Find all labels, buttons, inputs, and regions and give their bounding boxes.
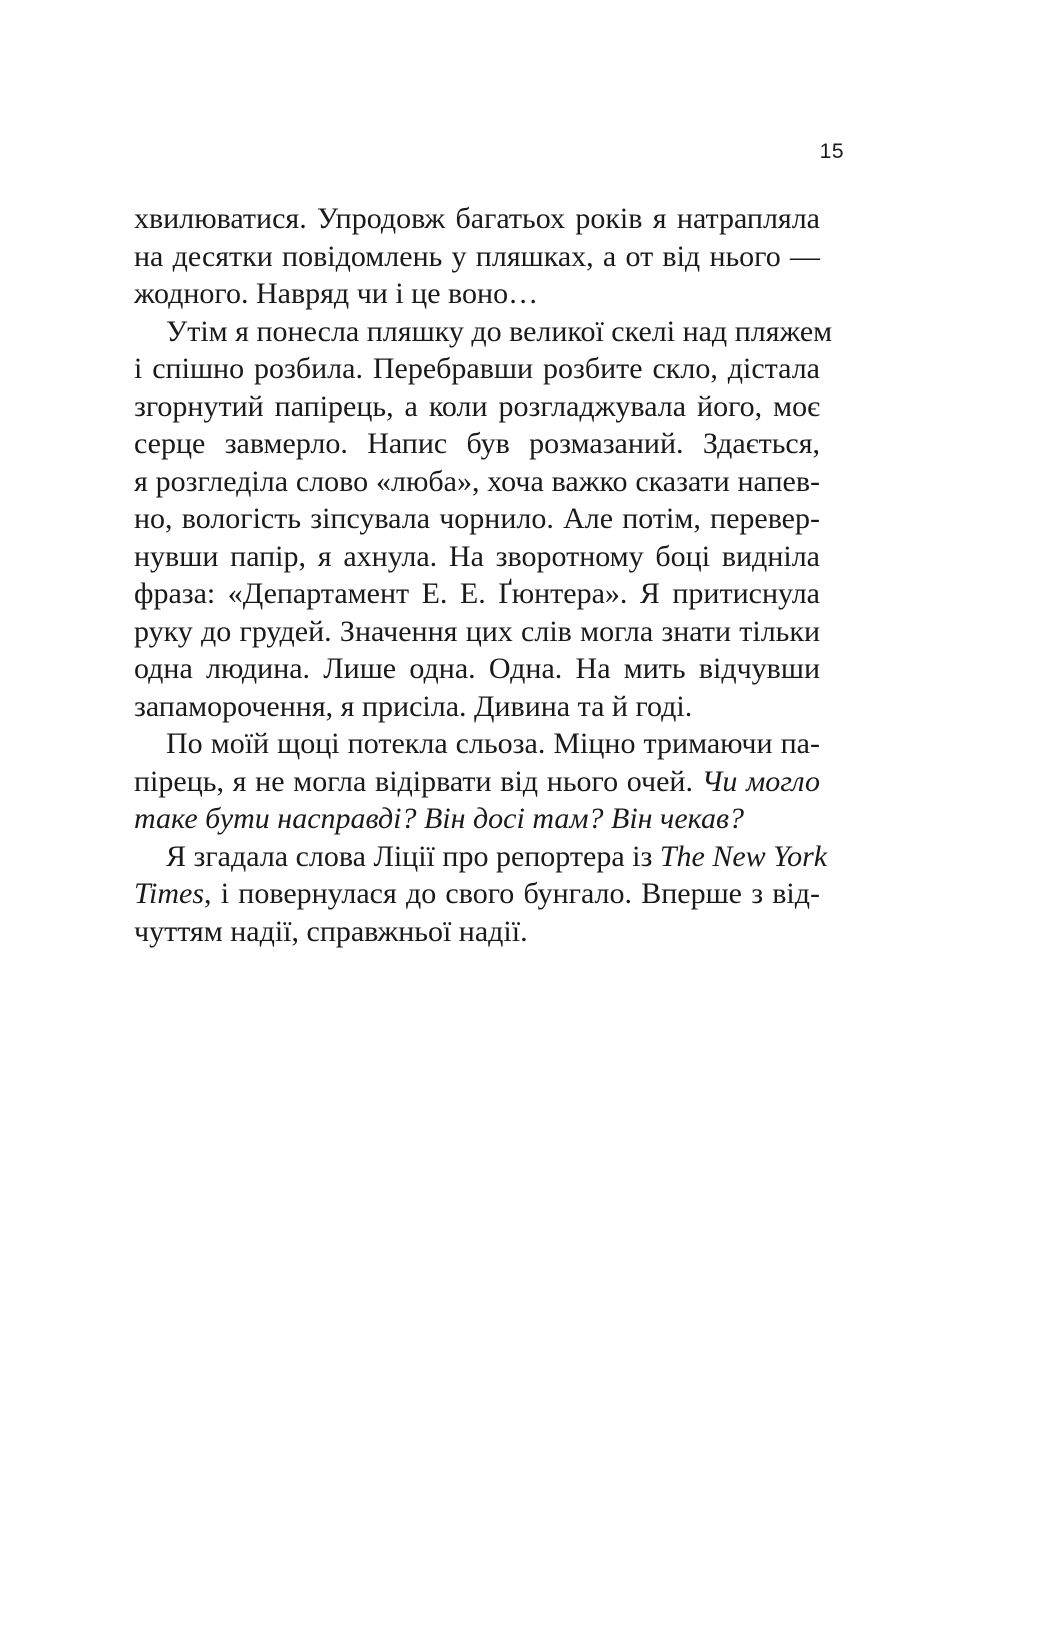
text-run: Утім я понесла пляшку до великої скелі над пляжем — [166, 314, 833, 348]
text-line — [134, 500, 820, 538]
text-run: жодного. Навряд чи і це воно… — [134, 277, 539, 310]
text-line — [134, 838, 828, 876]
paragraph — [134, 838, 828, 951]
text-run: По моїй щоці потекла сльоза. Міцно тримаючи па- — [166, 727, 820, 760]
text-run: на десятки повідомлень у пляшках, а от від нього — — [134, 239, 820, 273]
text-run: чуттям надії, справжньої надії. — [134, 914, 528, 948]
text-run: руку до грудей. Значення цих слів могла знати тільки — [134, 614, 820, 648]
text-line — [134, 725, 820, 763]
text-line — [134, 875, 820, 913]
text-line — [134, 688, 820, 726]
paragraph — [134, 313, 833, 726]
text-run: пірець, я не могла відірвати від нього очей. — [134, 764, 702, 798]
paragraph — [134, 200, 820, 313]
text-line — [134, 200, 820, 238]
page-number: 15 — [819, 140, 844, 163]
text-line — [134, 238, 820, 276]
text-run: фраза: «Департамент Е. Е. Ґюнтера». Я притиснула — [134, 577, 820, 610]
text-line — [134, 575, 820, 613]
text-line — [134, 913, 820, 951]
text-line — [134, 650, 820, 688]
text-line — [134, 463, 820, 501]
text-run: згорнутий папірець, а коли розгладжувала його, моє — [134, 389, 820, 423]
text-run: і спішно розбила. Перебравши розбите скло, дістала — [134, 352, 820, 385]
text-line — [134, 425, 820, 463]
text-run: , і повернулася до свого бунгало. Вперше з від- — [204, 877, 820, 910]
text-run: нувши папір, я ахнула. На зворотному боці видніла — [134, 539, 820, 573]
text-run: Я згадала слова Ліції про репортера із — [166, 839, 660, 873]
text-run: но, вологість зіпсувала чорнило. Але потім, перевер- — [134, 502, 820, 535]
paragraph — [134, 725, 820, 838]
text-run: хвилюватися. Упродовж багатьох років я натрапляла — [134, 202, 820, 235]
text-line — [134, 313, 833, 351]
italic-text: Чи могло — [701, 764, 820, 798]
body-text — [134, 200, 833, 950]
text-line — [134, 388, 820, 426]
text-run: я розгледіла слово «люба», хоча важко сказати напев- — [134, 464, 820, 498]
text-run: серце завмерло. Напис був розмазаний. Здається, — [134, 427, 820, 460]
text-line — [134, 800, 820, 838]
text-line — [134, 350, 820, 388]
text-line — [134, 275, 820, 313]
text-run: запаморочення, я присіла. Дивина та й годі. — [134, 689, 693, 723]
italic-text: The New York — [659, 839, 828, 873]
text-run: одна людина. Лише одна. Одна. На мить відчувши — [134, 652, 820, 685]
italic-text: Times — [134, 877, 205, 910]
text-line — [134, 538, 820, 576]
text-line — [134, 763, 820, 801]
italic-text: таке бути насправді? Він досі там? Він чекав? — [134, 802, 744, 835]
text-line — [134, 613, 820, 651]
